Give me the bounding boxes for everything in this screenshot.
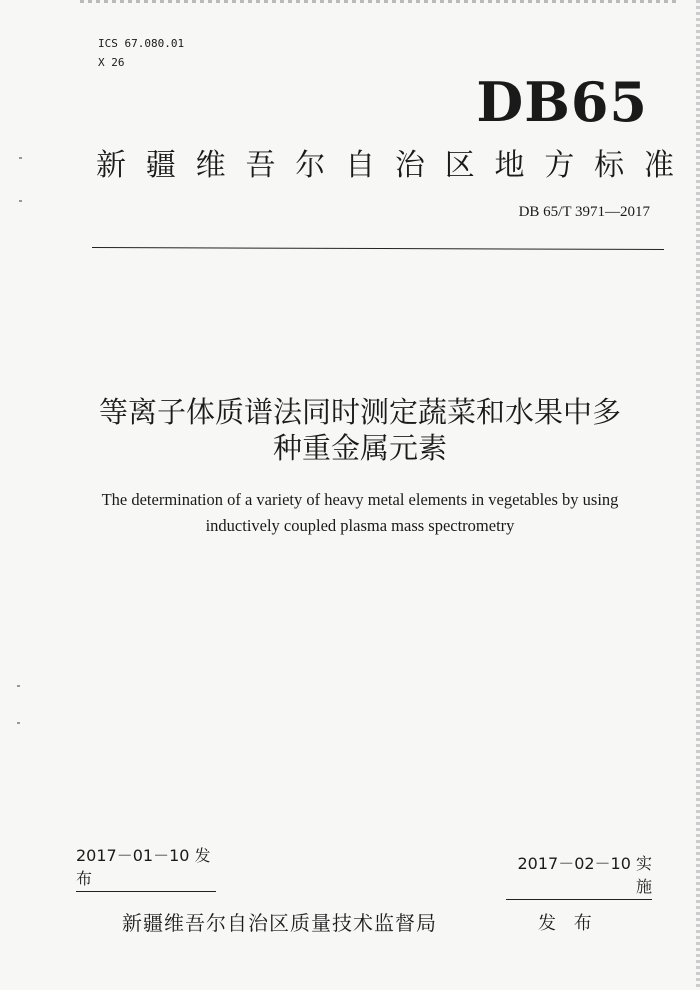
standard-type-char: 维 [195,148,226,183]
title-en-line2: inductively coupled plasma mass spectrometry [205,516,515,535]
standard-type-char: 吾 [245,148,276,183]
standard-type-char: 治 [394,148,425,183]
title-zh-line1: 等离子体质谱法同时测定蔬菜和水果中多 [98,395,621,429]
standard-type-char: 地 [494,148,525,183]
ics-code: ICS 67.080.01 [98,37,185,50]
standard-type-char: 方 [544,148,575,183]
standard-logo: DB65 [476,70,648,134]
standard-number: DB 65/T 3971—2017 [518,204,650,220]
standard-type-char: 标 [594,148,625,183]
title-zh-line2: 种重金属元素 [272,431,447,465]
scan-edge-right [696,0,700,990]
scan-edge-top [80,0,680,3]
header-divider [92,247,664,250]
issue-date: 2017－01－10 发布 [76,843,216,892]
standard-type [96,140,674,184]
scan-mark [17,685,20,687]
classification-code: X 26 [98,56,125,69]
implementation-date: 2017－02－10 实施 [506,851,652,900]
scan-mark [19,157,22,159]
standard-type-char: 尔 [295,148,326,183]
standard-type-char: 新 [96,148,126,183]
standard-type-char: 疆 [145,148,176,183]
standard-type-char: 自 [345,148,376,183]
standard-type-char: 准 [643,148,674,183]
release-label: 发 布 [538,913,598,934]
scan-mark [19,200,22,202]
title-en-line1: The determination of a variety of heavy metal elements in vegetables by using [101,490,619,509]
issuing-authority: 新疆维吾尔自治区质量技术监督局 [122,911,437,935]
scan-mark [17,722,20,724]
standard-type-char: 区 [444,148,475,183]
